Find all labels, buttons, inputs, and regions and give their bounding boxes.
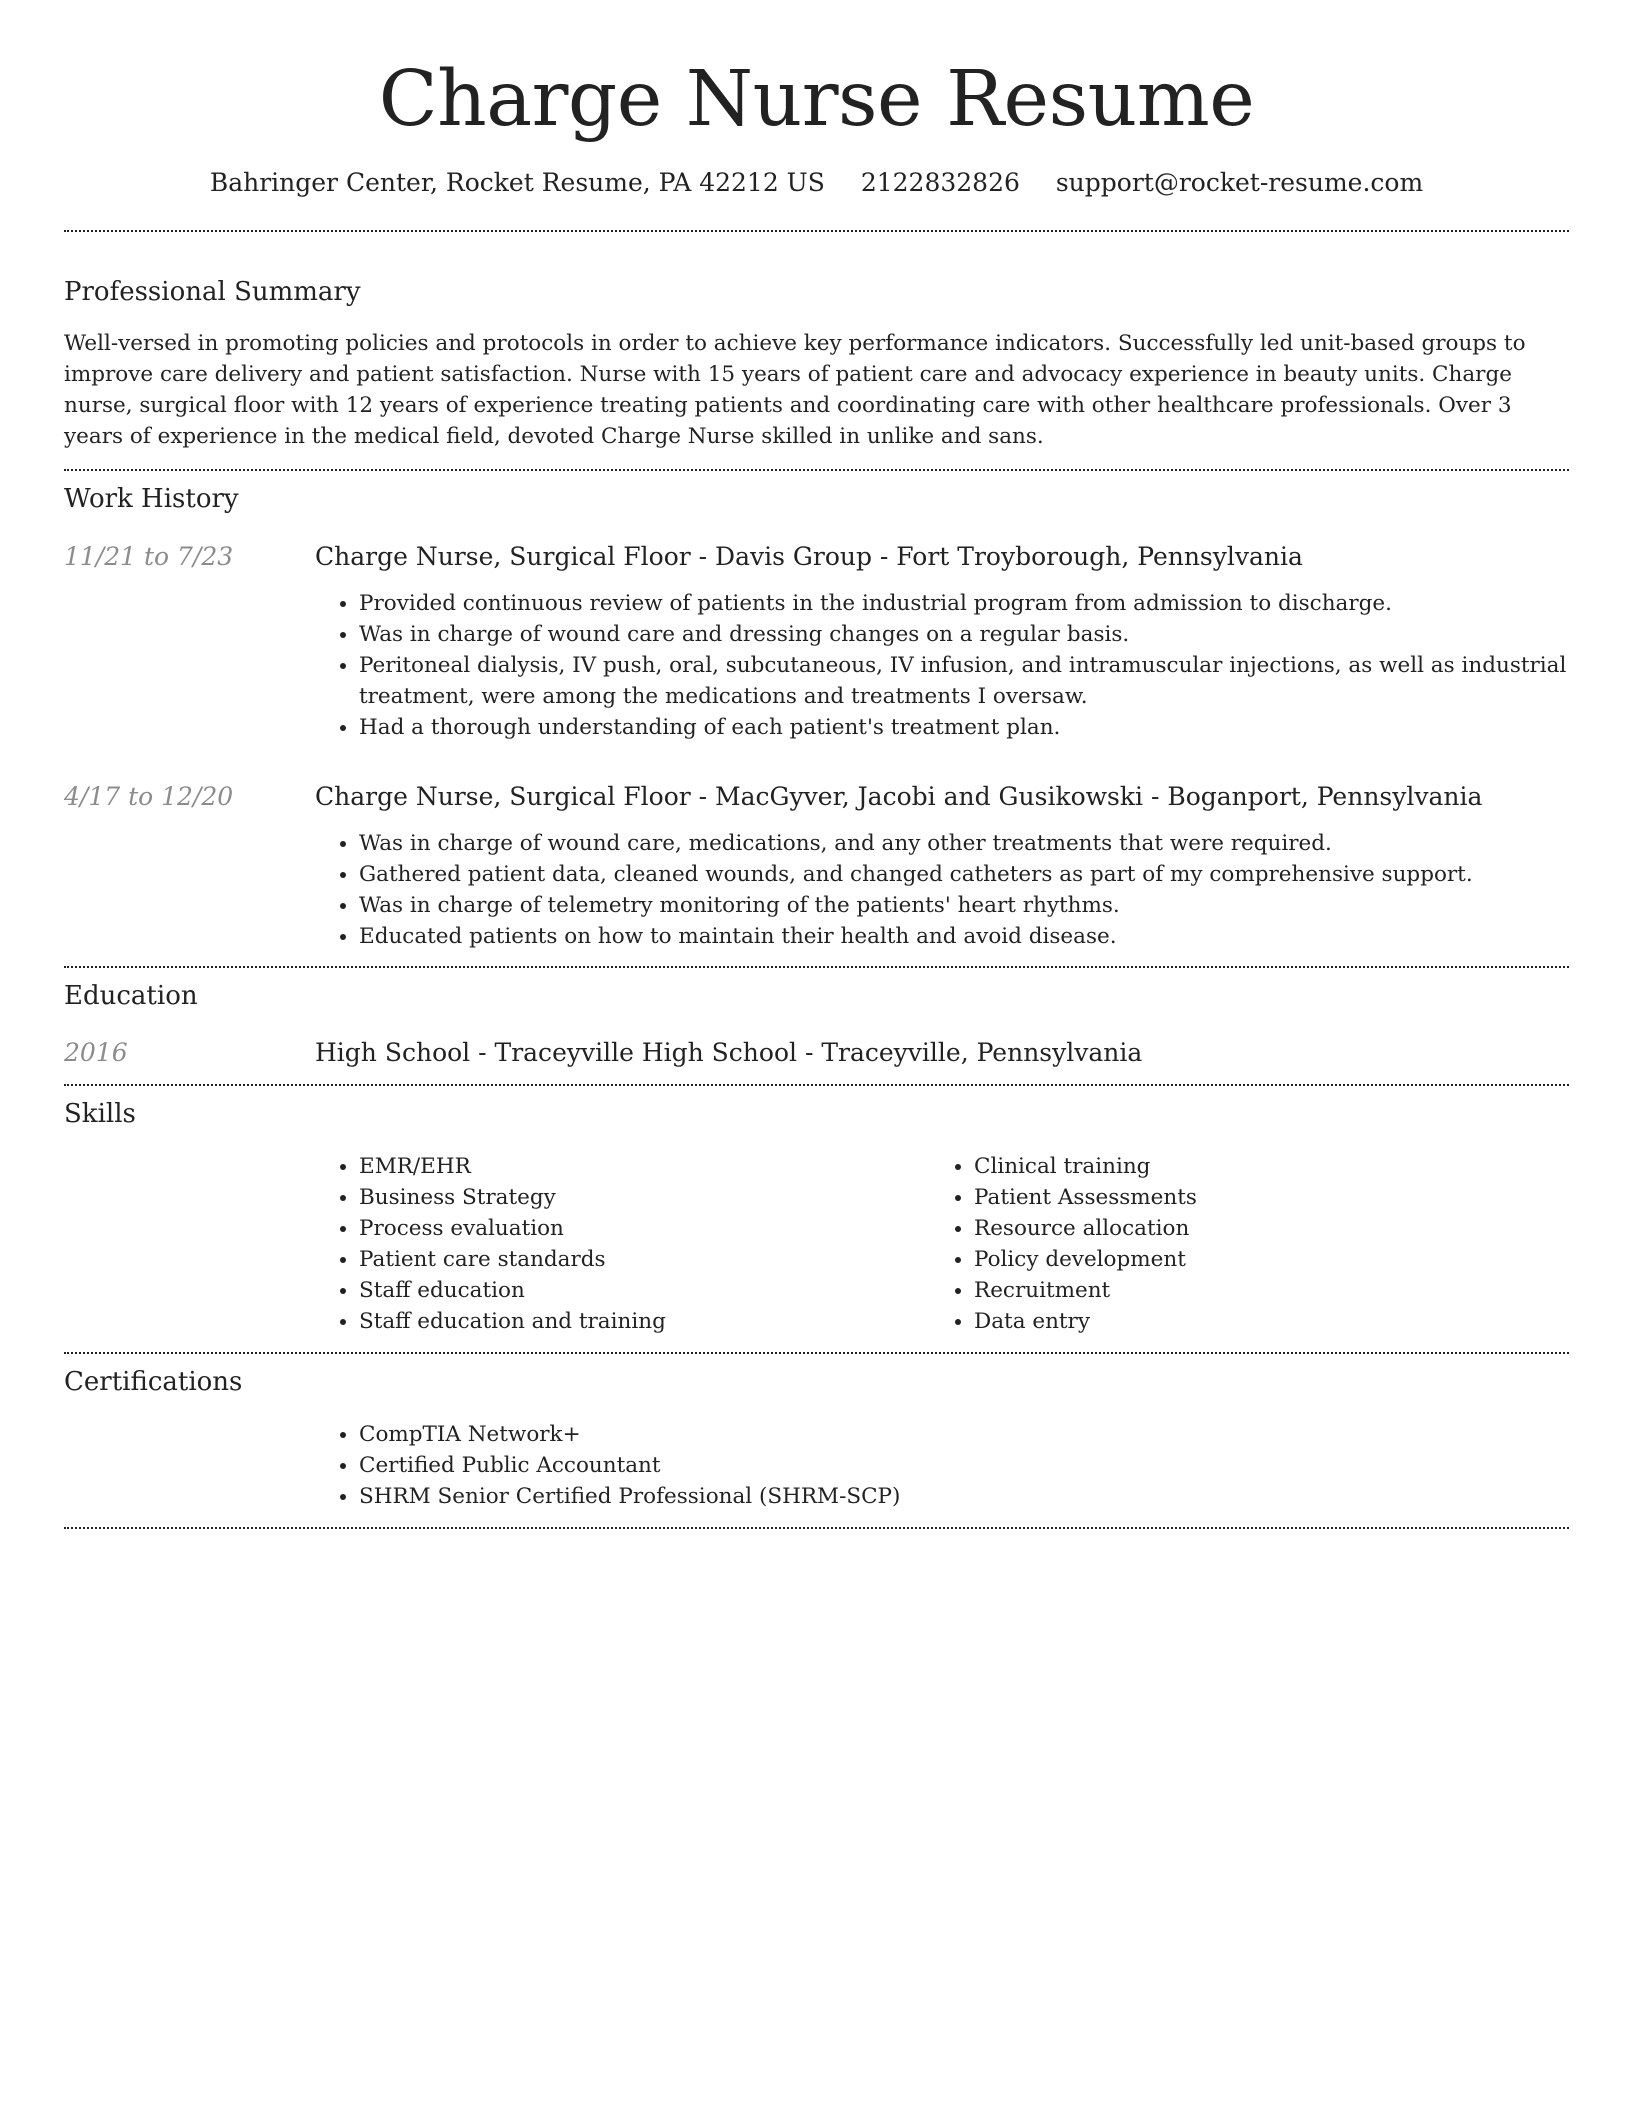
- job-company: Davis Group - Fort Troyborough, Pennsylvania: [715, 542, 1303, 571]
- skills-column-left: [315, 1151, 930, 1337]
- skills-heading: Skills: [64, 1099, 136, 1129]
- education-section: [64, 968, 1569, 1084]
- summary-section: [64, 232, 1569, 469]
- skills-section: [64, 1086, 1569, 1352]
- list-item: • Provided continuous review of patients in the industrial program from admission to discharge.: [359, 588, 1569, 619]
- job-role: Charge Nurse, Surgical Floor: [315, 542, 691, 571]
- summary-heading: Professional Summary: [64, 277, 361, 307]
- skill-item: • Clinical training: [974, 1151, 1545, 1182]
- certifications-section: [64, 1354, 1569, 1527]
- job-dates: 11/21 to 7/23: [64, 542, 234, 571]
- work-history-section: [64, 471, 1569, 966]
- list-item: • Was in charge of telemetry monitoring of the patients' heart rhythms.: [359, 890, 1569, 921]
- contact-info: [64, 166, 1569, 200]
- skills-grid: [315, 1151, 1569, 1337]
- contact-phone: 2122832826: [860, 168, 1020, 197]
- resume-page: [64, 0, 1569, 1529]
- certification-item: • CompTIA Network+: [359, 1419, 1569, 1450]
- certifications-list: [315, 1419, 1569, 1512]
- list-item: • Had a thorough understanding of each patient's treatment plan.: [359, 712, 1569, 743]
- list-item: • Was in charge of wound care, medications, and any other treatments that were required.: [359, 828, 1569, 859]
- job-entry: [64, 540, 1569, 743]
- job-dates: 4/17 to 12/20: [64, 782, 234, 811]
- job-role: Charge Nurse, Surgical Floor: [315, 782, 691, 811]
- skills-list: [930, 1151, 1545, 1337]
- job-bullets: [315, 588, 1569, 743]
- education-heading: Education: [64, 981, 198, 1011]
- skill-item: • Staff education: [359, 1275, 930, 1306]
- skills-column-right: [930, 1151, 1545, 1337]
- job-title: Charge Nurse, Surgical Floor - MacGyver, Jacobi and Gusikowski - Boganport, Pennsylvania: [315, 782, 1483, 811]
- skill-item: • Data entry: [974, 1306, 1545, 1337]
- list-item: • Educated patients on how to maintain their health and avoid disease.: [359, 921, 1569, 952]
- job-entry: [64, 780, 1569, 952]
- skill-item: • Resource allocation: [974, 1213, 1545, 1244]
- section-divider: [64, 1527, 1569, 1529]
- education-year: 2016: [64, 1038, 128, 1067]
- job-company: MacGyver, Jacobi and Gusikowski - Boganport, Pennsylvania: [715, 782, 1483, 811]
- contact-email: support@rocket-resume.com: [1055, 168, 1424, 197]
- summary-text: Well-versed in promoting policies and protocols in order to achieve key performance indicators. Successfully led unit-based groups to improve care delivery and patient satisfaction. Nurse with 15 years of patient care and advocacy experience in beauty units. Charge nurse, surgical floor with 12 years of experience treating patients and coordinating care with other healthcare professionals. Over 3 years of experience in the medical field, devoted Charge Nurse skilled in unlike and sans.: [64, 331, 1526, 449]
- skill-item: • Process evaluation: [359, 1213, 930, 1244]
- job-bullets: [315, 828, 1569, 952]
- list-item: • Was in charge of wound care and dressing changes on a regular basis.: [359, 619, 1569, 650]
- skill-item: • Patient Assessments: [974, 1182, 1545, 1213]
- skill-item: • Patient care standards: [359, 1244, 930, 1275]
- job-title: Charge Nurse, Surgical Floor - Davis Group - Fort Troyborough, Pennsylvania: [315, 542, 1303, 571]
- education-school: Traceyville High School - Traceyville, Pennsylvania: [494, 1038, 1143, 1067]
- skill-item: • Business Strategy: [359, 1182, 930, 1213]
- skill-item: • EMR/EHR: [359, 1151, 930, 1182]
- education-title: High School - Traceyville High School - Traceyville, Pennsylvania: [315, 1038, 1143, 1067]
- education-degree: High School: [315, 1038, 471, 1067]
- contact-address: Bahringer Center, Rocket Resume, PA 42212 US: [209, 168, 825, 197]
- certifications-heading: Certifications: [64, 1367, 243, 1397]
- skill-item: • Recruitment: [974, 1275, 1545, 1306]
- work-history-heading: Work History: [64, 484, 239, 514]
- skill-item: • Staff education and training: [359, 1306, 930, 1337]
- certification-item: • Certified Public Accountant: [359, 1450, 1569, 1481]
- education-entry: [64, 1036, 1569, 1070]
- list-item: • Peritoneal dialysis, IV push, oral, subcutaneous, IV infusion, and intramuscular injections, as well as industrial treatment, were among the medications and treatments I oversaw.: [359, 650, 1569, 712]
- skills-list: [315, 1151, 930, 1337]
- certification-item: • SHRM Senior Certified Professional (SHRM-SCP): [359, 1481, 1569, 1512]
- skill-item: • Policy development: [974, 1244, 1545, 1275]
- resume-title: Charge Nurse Resume: [378, 55, 1255, 144]
- list-item: • Gathered patient data, cleaned wounds, and changed catheters as part of my comprehensive support.: [359, 859, 1569, 890]
